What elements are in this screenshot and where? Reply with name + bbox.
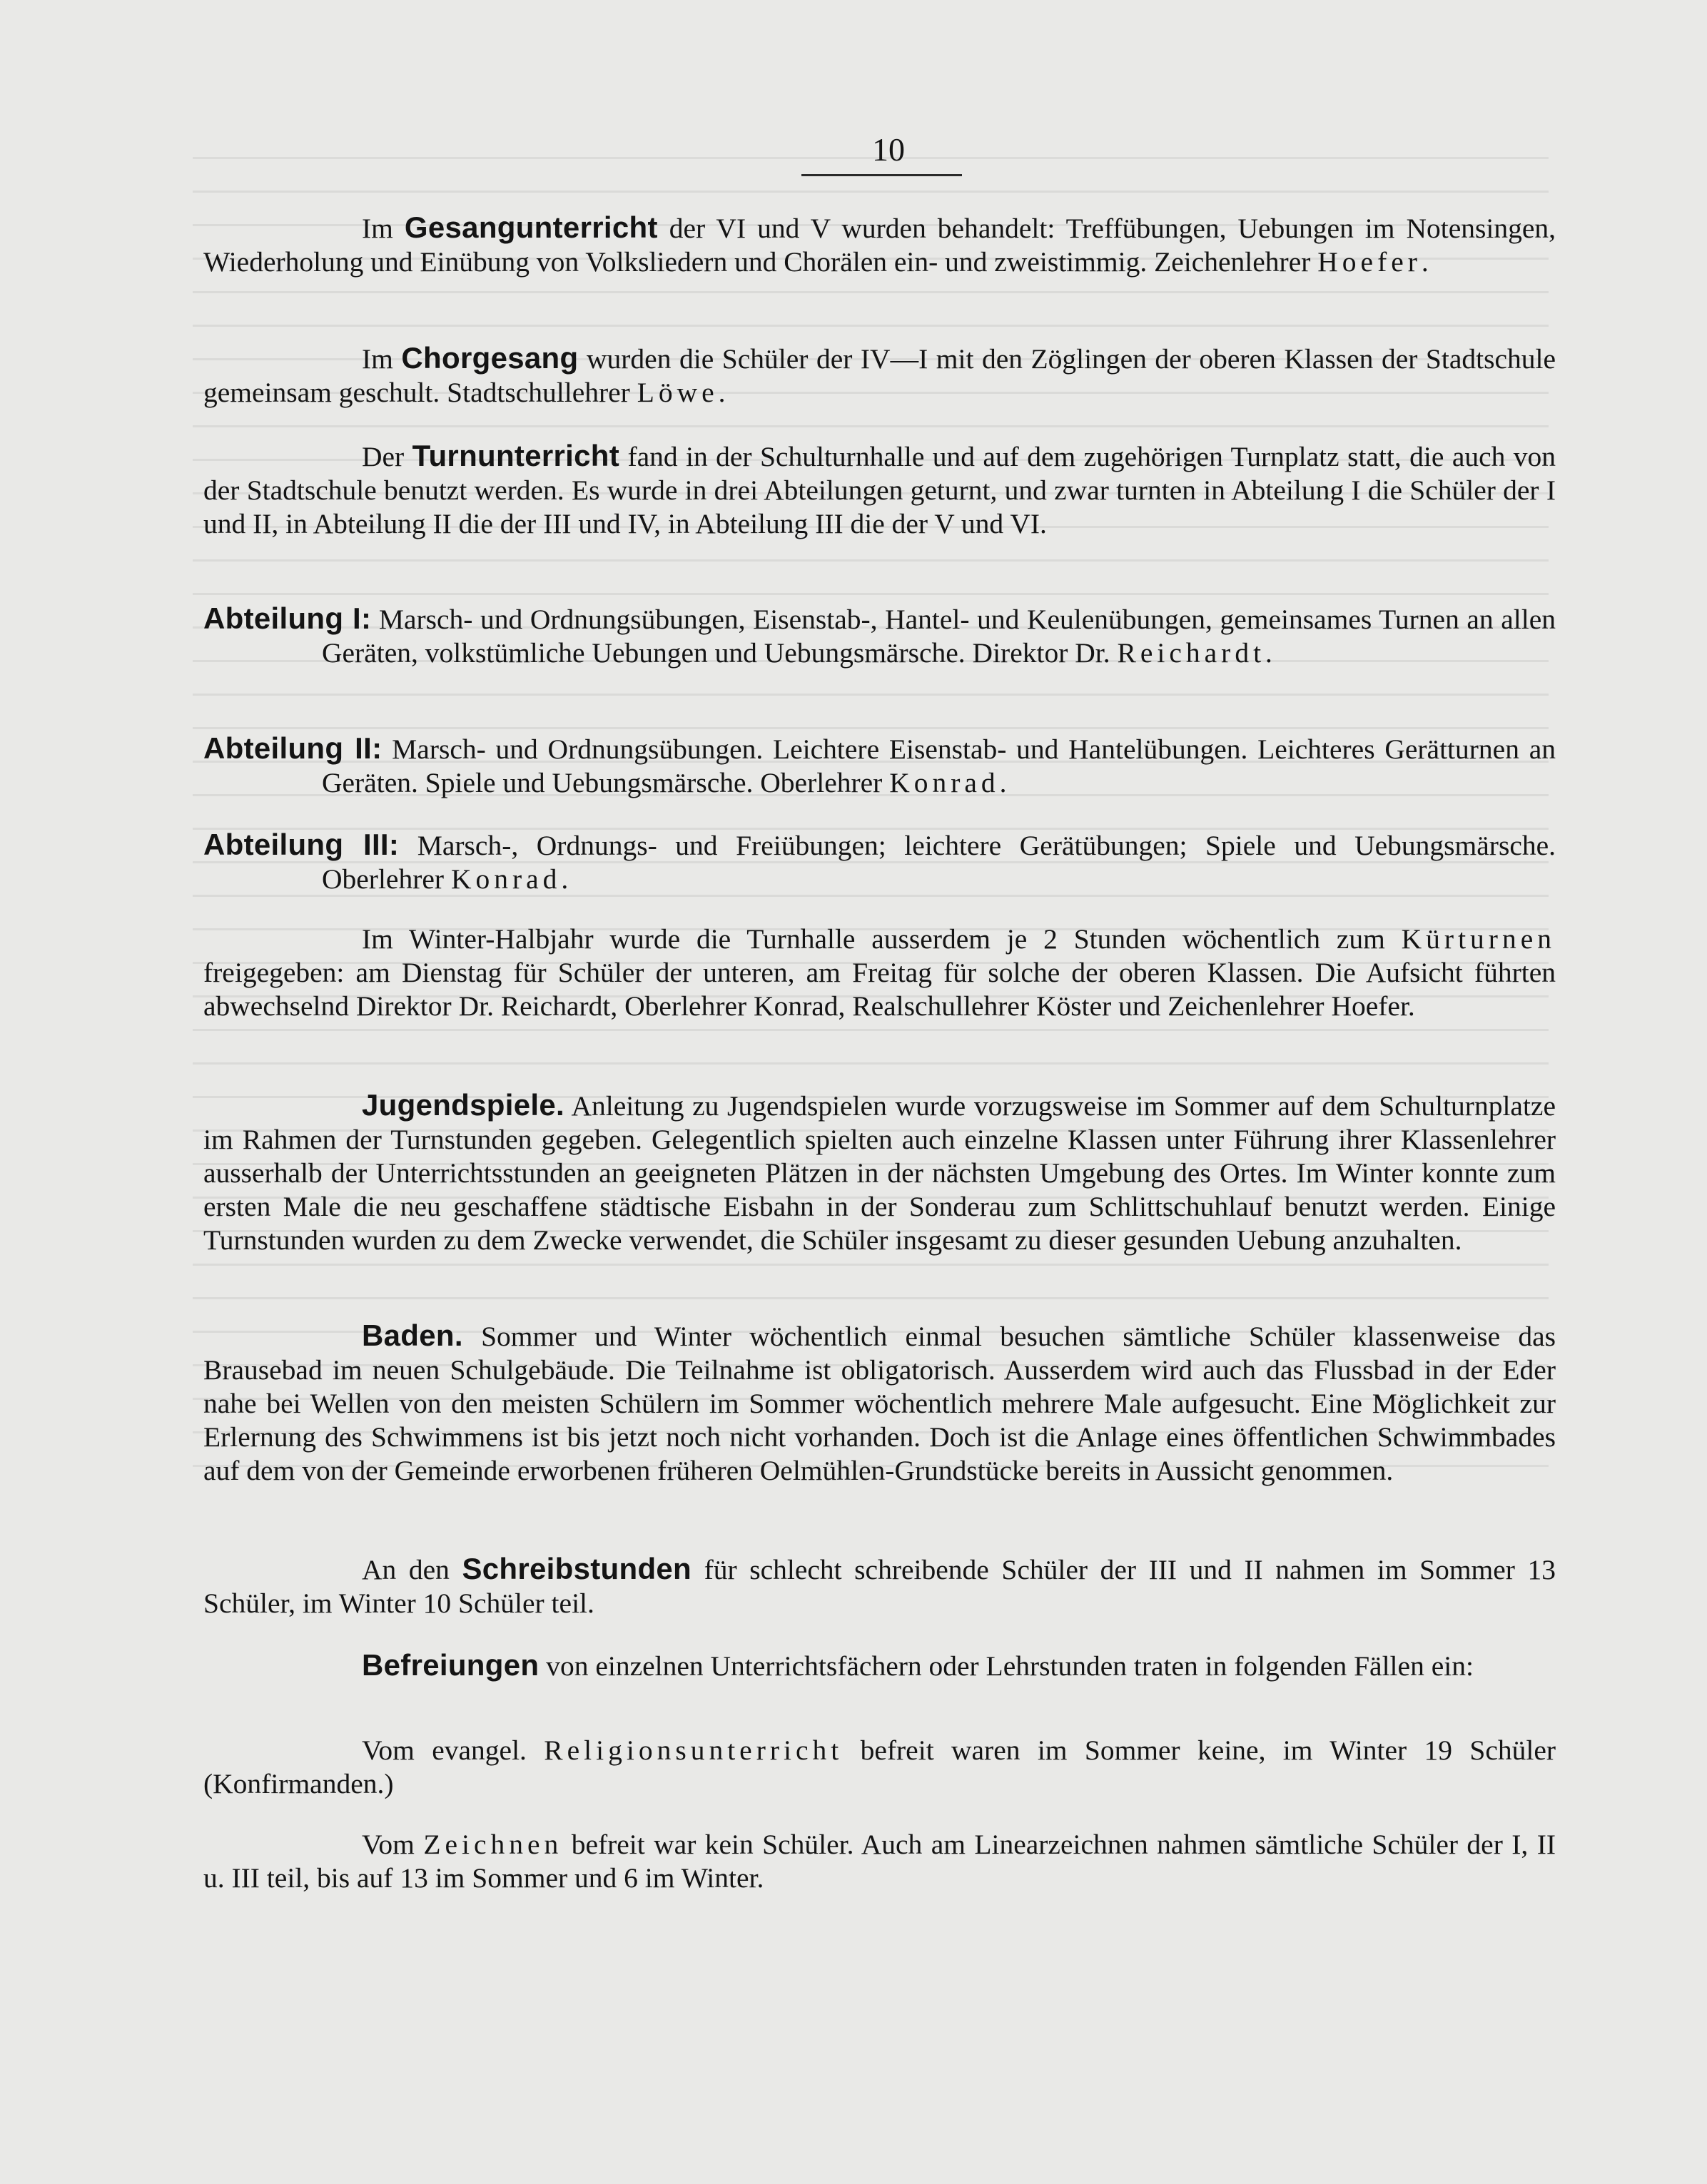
paragraph-winter: [203, 923, 1556, 1023]
zeichnen-text: befreit war kein Schüler. Auch am Linearzeichnen nahmen sämtliche Schüler der I, II u. III teil, bis auf 13 im Sommer und 6 im Winter.: [203, 1829, 1556, 1894]
paragraph-abteilung-2: [203, 731, 1556, 800]
befreiung-keyword: Befreiungen: [362, 1648, 540, 1682]
turn-text: fand in der Schulturnhalle und auf dem zugehörigen Turnplatz statt, die auch von der Stadtschule benutzt werden. Es wurde in drei Abteilungen geturnt, und zwar turnten in Abteilung I die Schüler der I und II, in Abteilung II die der III und IV, in Abteilung III die der V und VI.: [203, 441, 1556, 539]
religion-text: befreit waren im Sommer keine, im Winter 19 Schüler (Konfirmanden.): [203, 1734, 1556, 1799]
paragraph-abteilung-3: [203, 828, 1556, 896]
chor-end: .: [718, 377, 726, 408]
abt2-text: Marsch- und Ordnungsübungen. Leichtere Eisenstab- und Hantelübungen. Leichteres Gerätturnen an Geräten. Spiele und Uebungsmärsche. Oberlehrer: [322, 733, 1556, 798]
abt3-teacher: Konrad: [450, 863, 562, 895]
abt3-text: Marsch-, Ordnungs- und Freiübungen; leichtere Gerätübungen; Spiele und Uebungsmärsche. Oberlehrer: [322, 830, 1556, 895]
paragraph-schreibstunden: [203, 1552, 1556, 1620]
gesang-keyword: Gesangunterricht: [404, 210, 658, 244]
jugend-keyword: Jugendspiele.: [362, 1088, 564, 1122]
religion-pre: Vom evangel.: [362, 1734, 527, 1766]
paragraph-turn: [203, 439, 1556, 541]
baden-text: Sommer und Winter wöchentlich einmal besuchen sämtliche Schüler klassenweise das Brausebad im neuen Schulgebäude. Die Teilnahme ist obligatorisch. Ausserdem wird auch das Flussbad in der Eder nahe bei Wellen von den meisten Schülern im Sommer wöchentlich mehrere Male aufgesucht. Eine Möglichkeit zur Erlernung des Schwimmens ist bis jetzt noch nicht vorhanden. Doch ist die Anlage eines öffentlichen Schwimmbades auf dem von der Gemeinde erworbenen früheren Oelmühlen-Grundstücke bereits in Aussicht genommen.: [203, 1321, 1556, 1486]
zeichnen-pre: Vom: [362, 1829, 415, 1860]
gesang-pre: Im: [362, 213, 393, 244]
jugend-text: Anleitung zu Jugendspielen wurde vorzugsweise im Sommer auf dem Schulturnplatze im Rahmen der Turnstunden gegeben. Gelegentlich spielten auch einzelne Klassen unter Führung ihrer Klassenlehrer ausserhalb der Unterrichtsstunden an geeigneten Plätzen in der nächsten Umgebung des Ortes. Im Winter konnte zum ersten Male die neu geschaffene städtische Eisbahn in der Sonderau zum Schlittschuhlauf benutzt werden. Einige Turnstunden wurden zu dem Zwecke verwendet, die Schüler insgesamt zu dieser gesunden Uebung anzuhalten.: [203, 1090, 1556, 1256]
gesang-end: .: [1421, 246, 1429, 278]
turn-pre: Der: [362, 441, 405, 472]
winter-spaced: Kürturnen: [1401, 923, 1556, 955]
abt2-keyword: Abteilung II:: [203, 731, 383, 765]
abt3-keyword: Abteilung III:: [203, 828, 400, 861]
baden-keyword: Baden.: [362, 1319, 463, 1352]
chor-pre: Im: [362, 343, 393, 375]
paragraph-befreiungen: [203, 1648, 1556, 1683]
abt1-text: Marsch- und Ordnungsübungen, Eisenstab-, Hantel- und Keulenübungen, gemeinsames Turnen an allen Geräten, volkstümliche Uebungen und Uebungsmärsche. Direktor Dr.: [322, 604, 1556, 669]
abt1-teacher: Reichardt: [1117, 637, 1266, 669]
religion-spaced: Religionsunterricht: [544, 1734, 844, 1766]
chor-teacher: Löwe: [637, 377, 719, 408]
schreib-text: für schlecht schreibende Schüler der III und II nahmen im Sommer 13 Schüler, im Winter 10 Schüler teil.: [203, 1554, 1556, 1619]
abt2-end: .: [999, 767, 1007, 798]
winter-text-1: Im Winter-Halbjahr wurde die Turnhalle ausserdem je 2 Stunden wöchentlich zum: [362, 923, 1385, 955]
page-number: 10: [872, 131, 905, 168]
header-rule: [801, 174, 962, 176]
paragraph-zeichnen: [203, 1828, 1556, 1895]
paragraph-gesang: [203, 210, 1556, 279]
befreiung-text: von einzelnen Unterrichtsfächern oder Lehrstunden traten in folgenden Fällen ein:: [546, 1650, 1474, 1682]
gesang-teacher: Hoefer: [1317, 246, 1422, 278]
schreib-keyword: Schreibstunden: [462, 1552, 692, 1585]
gesang-text: der VI und V wurden behandelt: Treffübungen, Uebungen im Notensingen, Wiederholung und Einübung von Volksliedern und Chorälen ein- und zweistimmig. Zeichenlehrer: [203, 213, 1556, 278]
paragraph-chor: [203, 341, 1556, 410]
zeichnen-spaced: Zeichnen: [423, 1829, 563, 1860]
chor-text: wurden die Schüler der IV—I mit den Zöglingen der oberen Klassen der Stadtschule gemeinsam geschult. Stadtschullehrer: [203, 343, 1556, 408]
paragraph-religion: [203, 1734, 1556, 1801]
winter-text-2: freigegeben: am Dienstag für Schüler der unteren, am Freitag für solche der oberen Klassen. Die Aufsicht führten abwechselnd Direktor Dr. Reichardt, Oberlehrer Konrad, Realschullehrer Köster und Zeichenlehrer Hoefer.: [203, 957, 1556, 1022]
chor-keyword: Chorgesang: [401, 341, 579, 375]
paragraph-baden: [203, 1319, 1556, 1488]
abt2-teacher: Konrad: [889, 767, 1000, 798]
abt1-end: .: [1265, 637, 1272, 669]
turn-keyword: Turnunterricht: [412, 439, 620, 472]
abt3-end: .: [561, 863, 569, 895]
paragraph-abteilung-1: [203, 601, 1556, 670]
schreib-pre: An den: [362, 1554, 450, 1585]
abt1-keyword: Abteilung I:: [203, 601, 372, 635]
paragraph-jugendspiele: [203, 1088, 1556, 1257]
